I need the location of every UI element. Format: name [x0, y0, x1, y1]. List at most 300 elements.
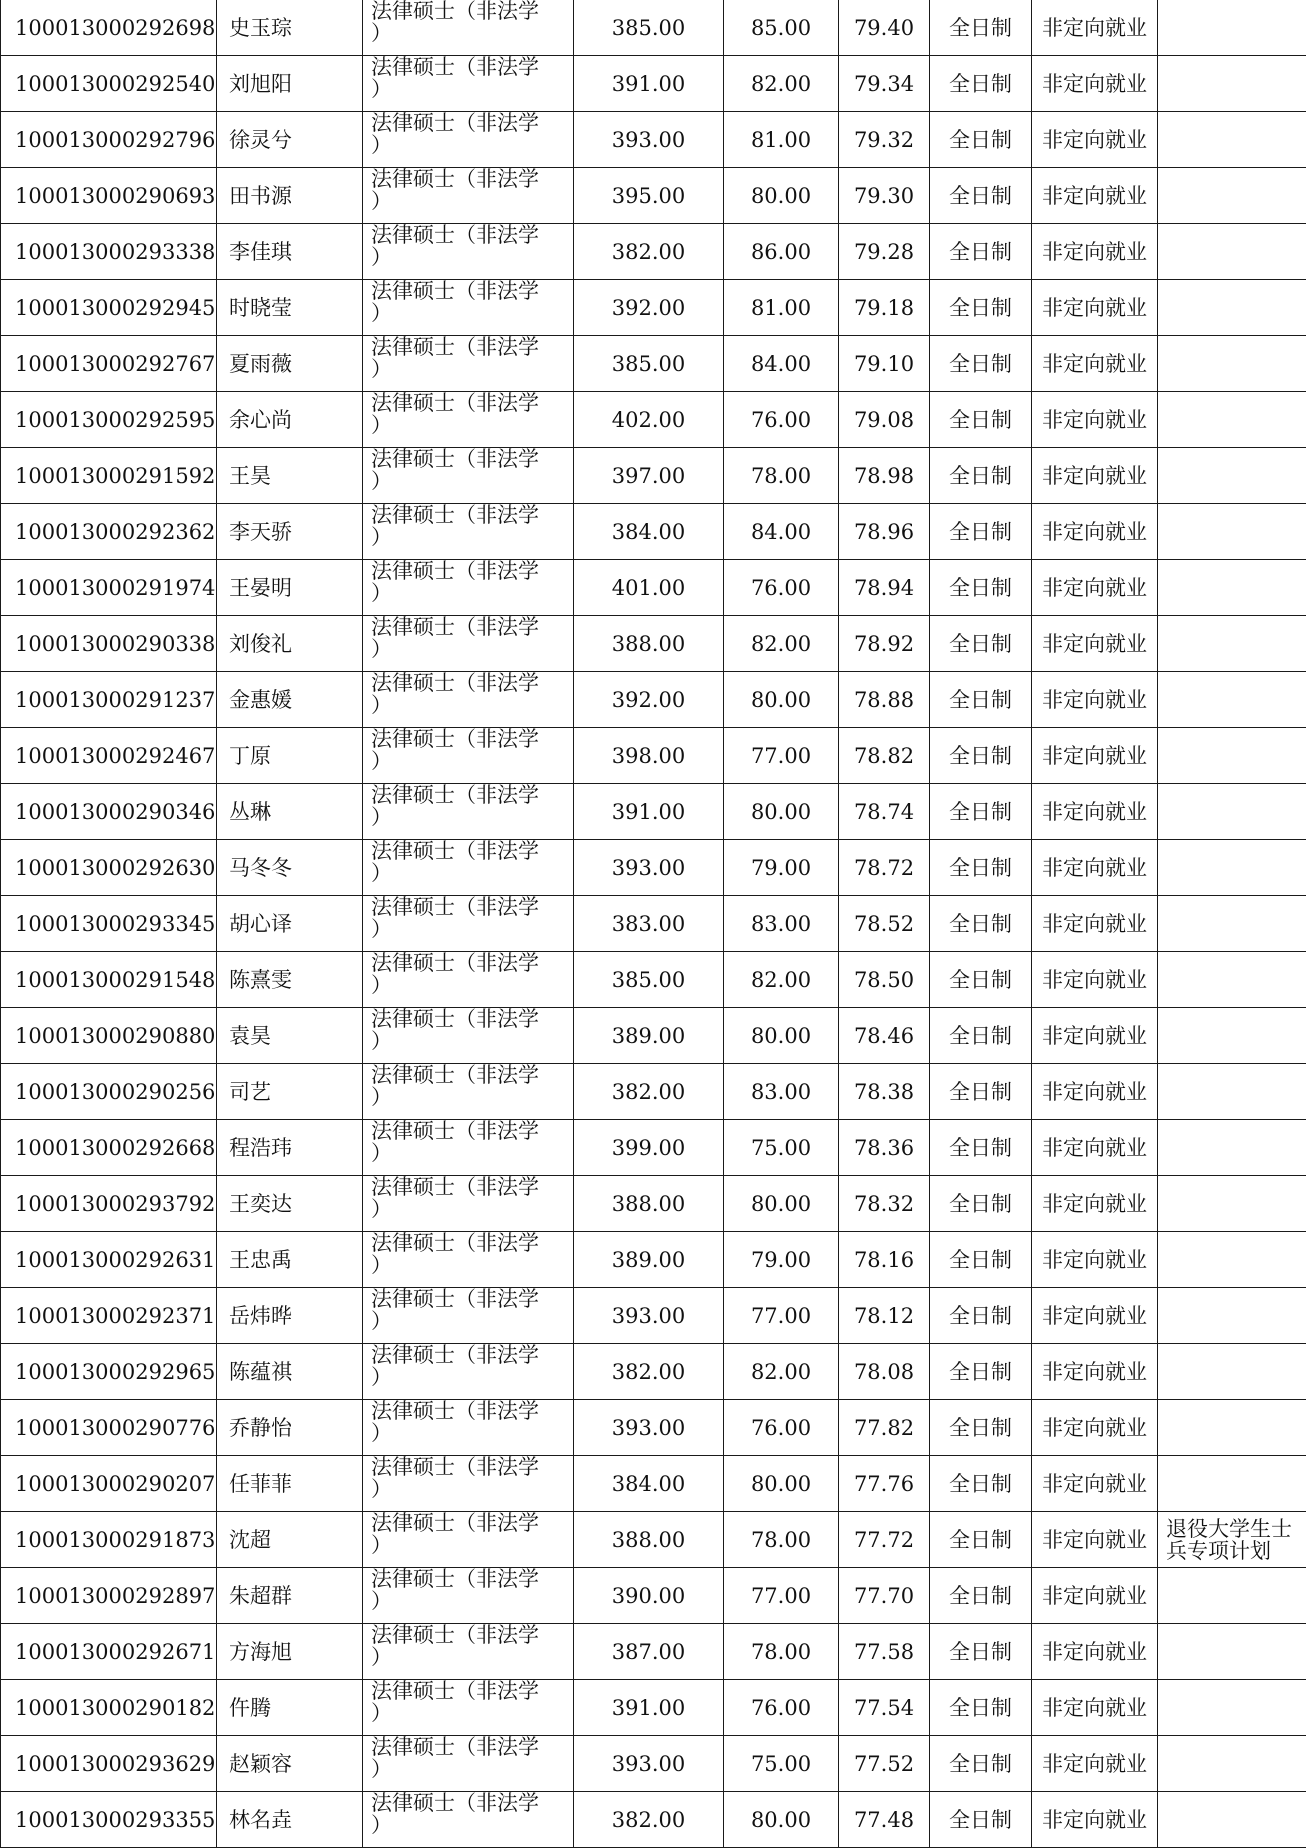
table-row — [1, 168, 1306, 224]
employment-type-cell: 非定向就业 — [1032, 448, 1158, 504]
exam-number-cell: 100013000292467 — [1, 728, 217, 784]
major-text-line2: ） — [371, 582, 573, 604]
employment-type-cell: 非定向就业 — [1032, 1344, 1158, 1400]
table-row — [1, 840, 1306, 896]
exam-number-cell: 100013000292631 — [1, 1232, 217, 1288]
retest-score-cell: 75.00 — [724, 1736, 839, 1792]
exam-number-cell: 100013000293629 — [1, 1736, 217, 1792]
exam-number-cell: 100013000292796 — [1, 112, 217, 168]
retest-score-cell: 86.00 — [724, 224, 839, 280]
student-name-cell: 夏雨薇 — [217, 336, 363, 392]
total-score-cell: 78.38 — [839, 1064, 930, 1120]
retest-score-cell: 78.00 — [724, 448, 839, 504]
exam-number-cell: 100013000292668 — [1, 1120, 217, 1176]
employment-type-cell: 非定向就业 — [1032, 1288, 1158, 1344]
student-name-cell: 刘俊礼 — [217, 616, 363, 672]
total-score-cell: 78.98 — [839, 448, 930, 504]
retest-score-cell: 75.00 — [724, 1120, 839, 1176]
retest-score-cell: 83.00 — [724, 896, 839, 952]
study-mode-cell: 全日制 — [930, 1008, 1032, 1064]
initial-exam-score-cell: 391.00 — [574, 1680, 724, 1736]
table-row — [1, 1288, 1306, 1344]
initial-exam-score-cell: 385.00 — [574, 336, 724, 392]
major-text-line1: 法律硕士（非法学 — [371, 1288, 573, 1310]
student-name-cell: 史玉琮 — [217, 0, 363, 56]
major-text-line1: 法律硕士（非法学 — [371, 1008, 573, 1030]
major-text-line2: ） — [371, 638, 573, 660]
employment-type-cell: 非定向就业 — [1032, 224, 1158, 280]
major-text-line2: ） — [371, 1758, 573, 1780]
major-cell — [363, 1064, 574, 1120]
major-text-line1: 法律硕士（非法学 — [371, 728, 573, 750]
initial-exam-score-cell: 385.00 — [574, 952, 724, 1008]
employment-type-cell: 非定向就业 — [1032, 1792, 1158, 1848]
study-mode-cell: 全日制 — [930, 728, 1032, 784]
employment-type-cell: 非定向就业 — [1032, 1120, 1158, 1176]
major-cell — [363, 616, 574, 672]
exam-number-cell: 100013000292362 — [1, 504, 217, 560]
major-text-line1: 法律硕士（非法学 — [371, 280, 573, 302]
major-text-line1: 法律硕士（非法学 — [371, 448, 573, 470]
remark-cell — [1158, 728, 1306, 784]
major-cell — [363, 1736, 574, 1792]
table-row — [1, 616, 1306, 672]
employment-type-cell: 非定向就业 — [1032, 56, 1158, 112]
student-name-cell: 丁原 — [217, 728, 363, 784]
retest-score-cell: 81.00 — [724, 280, 839, 336]
study-mode-cell: 全日制 — [930, 616, 1032, 672]
exam-number-cell: 100013000292698 — [1, 0, 217, 56]
employment-type-cell: 非定向就业 — [1032, 1400, 1158, 1456]
major-cell — [363, 168, 574, 224]
employment-type-cell: 非定向就业 — [1032, 1456, 1158, 1512]
student-name-cell: 金惠媛 — [217, 672, 363, 728]
employment-type-cell: 非定向就业 — [1032, 504, 1158, 560]
total-score-cell: 78.12 — [839, 1288, 930, 1344]
remark-cell — [1158, 1400, 1306, 1456]
exam-number-cell: 100013000292897 — [1, 1568, 217, 1624]
retest-score-cell: 84.00 — [724, 336, 839, 392]
initial-exam-score-cell: 382.00 — [574, 224, 724, 280]
table-row — [1, 728, 1306, 784]
remark-cell — [1158, 1344, 1306, 1400]
study-mode-cell: 全日制 — [930, 1120, 1032, 1176]
exam-number-cell: 100013000290693 — [1, 168, 217, 224]
student-name-cell: 胡心译 — [217, 896, 363, 952]
remark-cell — [1158, 1120, 1306, 1176]
student-name-cell: 方海旭 — [217, 1624, 363, 1680]
major-cell — [363, 1400, 574, 1456]
major-cell — [363, 672, 574, 728]
exam-number-cell: 100013000292965 — [1, 1344, 217, 1400]
remark-cell — [1158, 168, 1306, 224]
remark-cell — [1158, 112, 1306, 168]
exam-number-cell: 100013000293345 — [1, 896, 217, 952]
remark-cell — [1158, 504, 1306, 560]
exam-number-cell: 100013000291974 — [1, 560, 217, 616]
major-text-line1: 法律硕士（非法学 — [371, 840, 573, 862]
remark-cell — [1158, 616, 1306, 672]
study-mode-cell: 全日制 — [930, 112, 1032, 168]
employment-type-cell: 非定向就业 — [1032, 1680, 1158, 1736]
retest-score-cell: 82.00 — [724, 56, 839, 112]
student-name-cell: 沈超 — [217, 1512, 363, 1568]
exam-number-cell: 100013000290880 — [1, 1008, 217, 1064]
major-text-line1: 法律硕士（非法学 — [371, 784, 573, 806]
major-text-line1: 法律硕士（非法学 — [371, 1680, 573, 1702]
student-name-cell: 乔静怡 — [217, 1400, 363, 1456]
table-row — [1, 1736, 1306, 1792]
major-text-line2: ） — [371, 22, 573, 44]
total-score-cell: 78.92 — [839, 616, 930, 672]
initial-exam-score-cell: 388.00 — [574, 1512, 724, 1568]
employment-type-cell: 非定向就业 — [1032, 672, 1158, 728]
major-cell — [363, 336, 574, 392]
remark-cell — [1158, 1680, 1306, 1736]
employment-type-cell: 非定向就业 — [1032, 1736, 1158, 1792]
table-row — [1, 224, 1306, 280]
initial-exam-score-cell: 389.00 — [574, 1232, 724, 1288]
major-text-line1: 法律硕士（非法学 — [371, 1512, 573, 1534]
student-name-cell: 徐灵兮 — [217, 112, 363, 168]
retest-score-cell: 79.00 — [724, 1232, 839, 1288]
employment-type-cell: 非定向就业 — [1032, 1064, 1158, 1120]
major-cell — [363, 1624, 574, 1680]
employment-type-cell: 非定向就业 — [1032, 1512, 1158, 1568]
student-name-cell: 林名垚 — [217, 1792, 363, 1848]
initial-exam-score-cell: 395.00 — [574, 168, 724, 224]
table-row — [1, 336, 1306, 392]
exam-number-cell: 100013000292767 — [1, 336, 217, 392]
student-name-cell: 岳炜晔 — [217, 1288, 363, 1344]
student-name-cell: 王忠禹 — [217, 1232, 363, 1288]
major-cell — [363, 1568, 574, 1624]
exam-number-cell: 100013000293792 — [1, 1176, 217, 1232]
study-mode-cell: 全日制 — [930, 392, 1032, 448]
initial-exam-score-cell: 384.00 — [574, 504, 724, 560]
major-text-line2: ） — [371, 302, 573, 324]
major-text-line1: 法律硕士（非法学 — [371, 1176, 573, 1198]
employment-type-cell: 非定向就业 — [1032, 336, 1158, 392]
table-row — [1, 504, 1306, 560]
major-cell — [363, 952, 574, 1008]
initial-exam-score-cell: 388.00 — [574, 1176, 724, 1232]
employment-type-cell: 非定向就业 — [1032, 0, 1158, 56]
major-text-line1: 法律硕士（非法学 — [371, 1624, 573, 1646]
total-score-cell: 79.08 — [839, 392, 930, 448]
initial-exam-score-cell: 392.00 — [574, 672, 724, 728]
employment-type-cell: 非定向就业 — [1032, 1008, 1158, 1064]
table-row — [1, 560, 1306, 616]
table-row — [1, 1344, 1306, 1400]
total-score-cell: 78.88 — [839, 672, 930, 728]
major-text-line2: ） — [371, 1478, 573, 1500]
initial-exam-score-cell: 402.00 — [574, 392, 724, 448]
initial-exam-score-cell: 388.00 — [574, 616, 724, 672]
remark-cell — [1158, 1456, 1306, 1512]
initial-exam-score-cell: 389.00 — [574, 1008, 724, 1064]
study-mode-cell: 全日制 — [930, 952, 1032, 1008]
remark-cell — [1158, 896, 1306, 952]
major-cell — [363, 280, 574, 336]
student-name-cell: 李天骄 — [217, 504, 363, 560]
major-text-line2: ） — [371, 1086, 573, 1108]
major-cell — [363, 224, 574, 280]
study-mode-cell: 全日制 — [930, 784, 1032, 840]
major-cell — [363, 1680, 574, 1736]
table-row — [1, 784, 1306, 840]
exam-number-cell: 100013000290338 — [1, 616, 217, 672]
major-text-line2: ） — [371, 1534, 573, 1556]
major-text-line2: ） — [371, 1590, 573, 1612]
study-mode-cell: 全日制 — [930, 560, 1032, 616]
study-mode-cell: 全日制 — [930, 1736, 1032, 1792]
remark-cell — [1158, 1792, 1306, 1848]
major-cell — [363, 784, 574, 840]
major-text-line2: ） — [371, 470, 573, 492]
study-mode-cell: 全日制 — [930, 504, 1032, 560]
total-score-cell: 78.52 — [839, 896, 930, 952]
table-body — [1, 0, 1306, 1848]
study-mode-cell: 全日制 — [930, 1400, 1032, 1456]
retest-score-cell: 80.00 — [724, 784, 839, 840]
student-name-cell: 李佳琪 — [217, 224, 363, 280]
major-text-line1: 法律硕士（非法学 — [371, 952, 573, 974]
major-text-line1: 法律硕士（非法学 — [371, 560, 573, 582]
study-mode-cell: 全日制 — [930, 1512, 1032, 1568]
study-mode-cell: 全日制 — [930, 1288, 1032, 1344]
major-text-line2: ） — [371, 862, 573, 884]
major-cell — [363, 560, 574, 616]
major-text-line1: 法律硕士（非法学 — [371, 1344, 573, 1366]
major-text-line1: 法律硕士（非法学 — [371, 1568, 573, 1590]
student-name-cell: 马冬冬 — [217, 840, 363, 896]
retest-score-cell: 80.00 — [724, 1456, 839, 1512]
retest-score-cell: 77.00 — [724, 1568, 839, 1624]
initial-exam-score-cell: 384.00 — [574, 1456, 724, 1512]
retest-score-cell: 85.00 — [724, 0, 839, 56]
study-mode-cell: 全日制 — [930, 840, 1032, 896]
total-score-cell: 79.10 — [839, 336, 930, 392]
major-text-line1: 法律硕士（非法学 — [371, 504, 573, 526]
major-cell — [363, 728, 574, 784]
major-text-line2: ） — [371, 134, 573, 156]
major-text-line2: ） — [371, 918, 573, 940]
student-name-cell: 司艺 — [217, 1064, 363, 1120]
table-row — [1, 1624, 1306, 1680]
employment-type-cell: 非定向就业 — [1032, 1232, 1158, 1288]
study-mode-cell: 全日制 — [930, 56, 1032, 112]
retest-score-cell: 80.00 — [724, 1176, 839, 1232]
initial-exam-score-cell: 387.00 — [574, 1624, 724, 1680]
initial-exam-score-cell: 393.00 — [574, 840, 724, 896]
retest-score-cell: 83.00 — [724, 1064, 839, 1120]
employment-type-cell: 非定向就业 — [1032, 1568, 1158, 1624]
major-cell — [363, 1792, 574, 1848]
total-score-cell: 79.18 — [839, 280, 930, 336]
major-text-line2: ） — [371, 974, 573, 996]
employment-type-cell: 非定向就业 — [1032, 728, 1158, 784]
student-name-cell: 丛琳 — [217, 784, 363, 840]
total-score-cell: 78.32 — [839, 1176, 930, 1232]
remark-cell — [1158, 336, 1306, 392]
student-name-cell: 余心尚 — [217, 392, 363, 448]
table-row — [1, 1456, 1306, 1512]
student-name-cell: 袁昊 — [217, 1008, 363, 1064]
table-row — [1, 1120, 1306, 1176]
major-text-line1: 法律硕士（非法学 — [371, 1064, 573, 1086]
exam-number-cell: 100013000290346 — [1, 784, 217, 840]
major-text-line1: 法律硕士（非法学 — [371, 1792, 573, 1814]
remark-cell — [1158, 1008, 1306, 1064]
initial-exam-score-cell: 393.00 — [574, 1400, 724, 1456]
total-score-cell: 78.74 — [839, 784, 930, 840]
student-name-cell: 时晓莹 — [217, 280, 363, 336]
student-name-cell: 任菲菲 — [217, 1456, 363, 1512]
table-row — [1, 112, 1306, 168]
employment-type-cell: 非定向就业 — [1032, 840, 1158, 896]
total-score-cell: 77.76 — [839, 1456, 930, 1512]
retest-score-cell: 80.00 — [724, 168, 839, 224]
retest-score-cell: 82.00 — [724, 952, 839, 1008]
major-text-line2: ） — [371, 1422, 573, 1444]
major-cell — [363, 1176, 574, 1232]
initial-exam-score-cell: 401.00 — [574, 560, 724, 616]
exam-number-cell: 100013000293338 — [1, 224, 217, 280]
table-row — [1, 1008, 1306, 1064]
study-mode-cell: 全日制 — [930, 168, 1032, 224]
major-text-line2: ） — [371, 750, 573, 772]
total-score-cell: 78.08 — [839, 1344, 930, 1400]
study-mode-cell: 全日制 — [930, 336, 1032, 392]
retest-score-cell: 84.00 — [724, 504, 839, 560]
retest-score-cell: 79.00 — [724, 840, 839, 896]
employment-type-cell: 非定向就业 — [1032, 280, 1158, 336]
initial-exam-score-cell: 393.00 — [574, 1736, 724, 1792]
total-score-cell: 78.82 — [839, 728, 930, 784]
study-mode-cell: 全日制 — [930, 0, 1032, 56]
table-row — [1, 392, 1306, 448]
major-text-line1: 法律硕士（非法学 — [371, 224, 573, 246]
major-cell — [363, 1120, 574, 1176]
initial-exam-score-cell: 393.00 — [574, 1288, 724, 1344]
employment-type-cell: 非定向就业 — [1032, 616, 1158, 672]
initial-exam-score-cell: 399.00 — [574, 1120, 724, 1176]
remark-cell — [1158, 1624, 1306, 1680]
exam-number-cell: 100013000292630 — [1, 840, 217, 896]
retest-score-cell: 77.00 — [724, 728, 839, 784]
table-row — [1, 280, 1306, 336]
major-text-line2: ） — [371, 1142, 573, 1164]
total-score-cell: 79.34 — [839, 56, 930, 112]
retest-score-cell: 78.00 — [724, 1512, 839, 1568]
retest-score-cell: 76.00 — [724, 392, 839, 448]
retest-score-cell: 80.00 — [724, 1792, 839, 1848]
table-row — [1, 56, 1306, 112]
remark-cell: 退役大学生士兵专项计划 — [1158, 1512, 1306, 1568]
exam-number-cell: 100013000292595 — [1, 392, 217, 448]
student-name-cell: 陈蕴祺 — [217, 1344, 363, 1400]
major-text-line1: 法律硕士（非法学 — [371, 0, 573, 22]
study-mode-cell: 全日制 — [930, 1456, 1032, 1512]
major-text-line2: ） — [371, 414, 573, 436]
major-text-line2: ） — [371, 1254, 573, 1276]
student-name-cell: 陈熹雯 — [217, 952, 363, 1008]
initial-exam-score-cell: 398.00 — [574, 728, 724, 784]
total-score-cell: 78.16 — [839, 1232, 930, 1288]
table-row — [1, 1568, 1306, 1624]
major-cell — [363, 448, 574, 504]
student-name-cell: 程浩玮 — [217, 1120, 363, 1176]
exam-number-cell: 100013000290207 — [1, 1456, 217, 1512]
total-score-cell: 79.40 — [839, 0, 930, 56]
exam-number-cell: 100013000291873 — [1, 1512, 217, 1568]
study-mode-cell: 全日制 — [930, 1344, 1032, 1400]
remark-cell — [1158, 1736, 1306, 1792]
table-row — [1, 1792, 1306, 1848]
remark-cell — [1158, 952, 1306, 1008]
initial-exam-score-cell: 397.00 — [574, 448, 724, 504]
major-text-line2: ） — [371, 1030, 573, 1052]
major-text-line1: 法律硕士（非法学 — [371, 112, 573, 134]
exam-number-cell: 100013000290256 — [1, 1064, 217, 1120]
exam-number-cell: 100013000290182 — [1, 1680, 217, 1736]
employment-type-cell: 非定向就业 — [1032, 560, 1158, 616]
total-score-cell: 77.48 — [839, 1792, 930, 1848]
major-text-line1: 法律硕士（非法学 — [371, 1400, 573, 1422]
study-mode-cell: 全日制 — [930, 1680, 1032, 1736]
total-score-cell: 78.50 — [839, 952, 930, 1008]
major-cell — [363, 392, 574, 448]
exam-number-cell: 100013000292945 — [1, 280, 217, 336]
student-name-cell: 王晏明 — [217, 560, 363, 616]
student-name-cell: 王昊 — [217, 448, 363, 504]
major-cell — [363, 504, 574, 560]
total-score-cell: 78.72 — [839, 840, 930, 896]
study-mode-cell: 全日制 — [930, 1232, 1032, 1288]
total-score-cell: 79.28 — [839, 224, 930, 280]
major-text-line1: 法律硕士（非法学 — [371, 392, 573, 414]
major-cell — [363, 0, 574, 56]
retest-score-cell: 77.00 — [724, 1288, 839, 1344]
total-score-cell: 77.58 — [839, 1624, 930, 1680]
remark-cell — [1158, 392, 1306, 448]
table-row — [1, 448, 1306, 504]
major-text-line2: ） — [371, 1198, 573, 1220]
initial-exam-score-cell: 391.00 — [574, 784, 724, 840]
total-score-cell: 77.70 — [839, 1568, 930, 1624]
total-score-cell: 78.46 — [839, 1008, 930, 1064]
major-cell — [363, 56, 574, 112]
major-text-line1: 法律硕士（非法学 — [371, 672, 573, 694]
table-row — [1, 1176, 1306, 1232]
remark-cell — [1158, 560, 1306, 616]
remark-cell — [1158, 840, 1306, 896]
employment-type-cell: 非定向就业 — [1032, 168, 1158, 224]
employment-type-cell: 非定向就业 — [1032, 1624, 1158, 1680]
employment-type-cell: 非定向就业 — [1032, 392, 1158, 448]
total-score-cell: 79.30 — [839, 168, 930, 224]
exam-number-cell: 100013000290776 — [1, 1400, 217, 1456]
retest-score-cell: 80.00 — [724, 1008, 839, 1064]
remark-cell — [1158, 1568, 1306, 1624]
initial-exam-score-cell: 382.00 — [574, 1344, 724, 1400]
remark-cell — [1158, 448, 1306, 504]
study-mode-cell: 全日制 — [930, 280, 1032, 336]
major-text-line2: ） — [371, 806, 573, 828]
study-mode-cell: 全日制 — [930, 224, 1032, 280]
remark-cell — [1158, 1176, 1306, 1232]
